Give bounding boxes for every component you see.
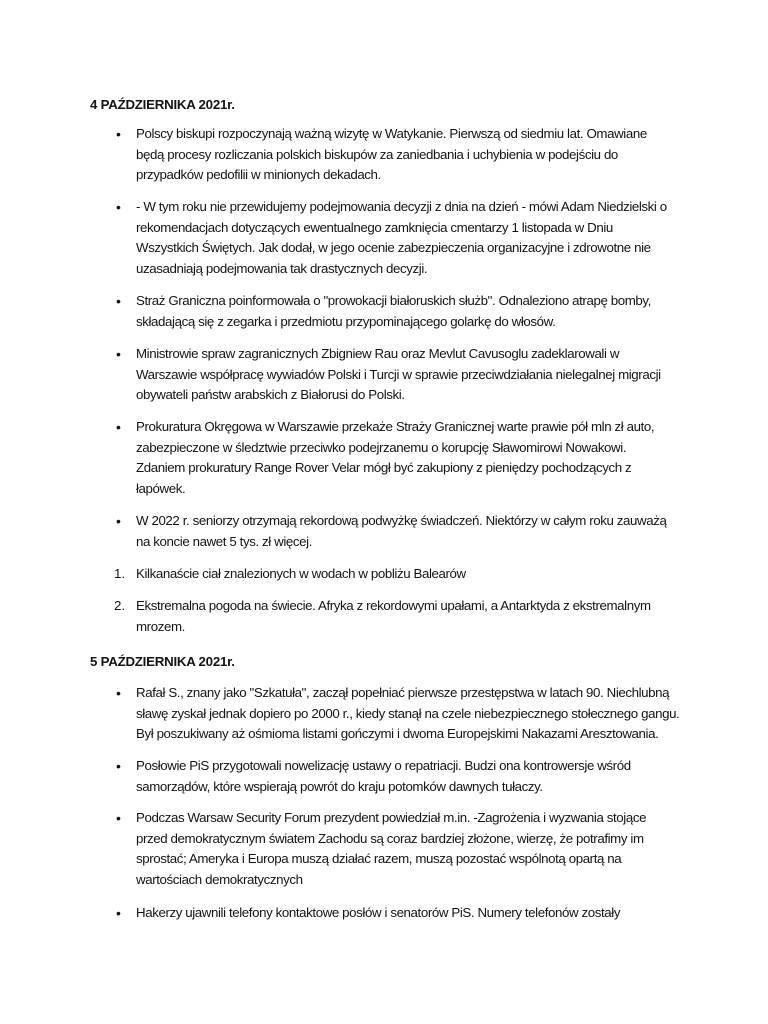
text-line: Wszystkich Świętych. Jak dodał, w jego ocenie zabezpieczenia organizacyjne i zdrowotne nie bbox=[136, 240, 651, 256]
text-line: samorządów, które wspierają powrót do kraju potomków dawnych tułaczy. bbox=[136, 778, 543, 794]
bullet-item bbox=[114, 124, 694, 186]
bullet-marker: • bbox=[116, 810, 121, 826]
numbered-item bbox=[114, 564, 694, 585]
text-line: Prokuratura Okręgowa w Warszawie przekaże Straży Granicznej warte prawie pół mln zł auto, bbox=[136, 419, 655, 434]
date-heading-1: 4 PAŹDZIERNIKA 2021r. bbox=[90, 97, 235, 112]
text-line: Straż Graniczna poinformowała o "prowokacji białoruskich służb". Odnaleziono atrapę bomby, bbox=[136, 293, 651, 308]
text-line: - W tym roku nie przewidujemy podejmowania decyzji z dnia na dzień - mówi Adam Niedzielski o bbox=[136, 199, 667, 214]
text-line: Hakerzy ujawnili telefony kontaktowe posłów i senatorów PiS. Numery telefonów zostały bbox=[136, 905, 621, 920]
bullet-item bbox=[114, 511, 694, 552]
bullet-item bbox=[114, 903, 694, 924]
bullet-marker: • bbox=[116, 419, 121, 435]
text-line: Zdaniem prokuratury Range Rover Velar mógł być zakupiony z pieniędzy pochodzących z bbox=[136, 460, 632, 476]
list-number: 1. bbox=[114, 566, 126, 581]
text-line: uzasadniają podejmowania tak drastycznych decyzji. bbox=[136, 261, 428, 277]
text-line: na koncie nawet 5 tys. zł więcej. bbox=[136, 533, 313, 549]
bullet-item bbox=[114, 683, 694, 745]
text-line: obywateli państw arabskich z Białorusi do Polski. bbox=[136, 387, 405, 403]
text-line: rekomendacjach dotyczących ewentualnego zamknięcia cmentarzy 1 listopada w Dniu bbox=[136, 219, 613, 235]
bullet-marker: • bbox=[116, 513, 121, 529]
text-line: mrozem. bbox=[136, 618, 185, 634]
text-line: sprostać; Ameryka i Europa muszą działać razem, muszą pozostać wspólnotą opartą na bbox=[136, 851, 622, 867]
text-line: Polscy biskupi rozpoczynają ważną wizytę w Watykanie. Pierwszą od siedmiu lat. Omawiane bbox=[136, 126, 647, 141]
bullet-marker: • bbox=[116, 905, 121, 921]
date-heading-2: 5 PAŹDZIERNIKA 2021r. bbox=[90, 654, 235, 669]
bullet-marker: • bbox=[116, 346, 121, 362]
text-line: Posłowie PiS przygotowali nowelizację ustawy o repatriacji. Budzi ona kontrowersje wśród bbox=[136, 758, 631, 773]
text-line: zabezpieczone w śledztwie przeciwko podejrzanemu o korupcję Sławomirowi Nowakowi. bbox=[136, 439, 627, 455]
text-line: przed demokratycznym światem Zachodu są coraz bardziej złożone, wierzę, że potrafimy im bbox=[136, 830, 644, 846]
text-line: przypadków pedofilii w minionych dekadach. bbox=[136, 167, 381, 183]
text-line: składającą się z zegarka i przedmiotu przypominającego golarkę do włosów. bbox=[136, 313, 556, 329]
text-line: Warszawie współpracę wywiadów Polski i Turcji w sprawie przeciwdziałania nielegalnej migracji bbox=[136, 366, 661, 382]
bullet-marker: • bbox=[116, 293, 121, 309]
text-line: Rafał S., znany jako "Szkatuła", zaczął popełniać pierwsze przestępstwa w latach 90. Niechlubną bbox=[136, 685, 670, 700]
list-number: 2. bbox=[114, 598, 126, 613]
bullet-marker: • bbox=[116, 199, 121, 215]
text-line: Kilkanaście ciał znalezionych w wodach w pobliżu Balearów bbox=[136, 566, 466, 581]
numbered-item bbox=[114, 596, 694, 637]
text-line: Podczas Warsaw Security Forum prezydent powiedział m.in. -Zagrożenia i wyzwania stojące bbox=[136, 810, 647, 825]
text-line: W 2022 r. seniorzy otrzymają rekordową podwyżkę świadczeń. Niektórzy w całym roku zauważą bbox=[136, 513, 667, 528]
bullet-marker: • bbox=[116, 126, 121, 142]
text-line: Ministrowie spraw zagranicznych Zbigniew Rau oraz Mevlut Cavusoglu zadeklarowali w bbox=[136, 346, 620, 361]
bullet-marker: • bbox=[116, 758, 121, 774]
bullet-item bbox=[114, 291, 694, 332]
text-line: będą procesy rozliczania polskich biskupów za zaniedbania i uchybienia w podejściu do bbox=[136, 146, 618, 162]
text-line: Był poszukiwany aż ośmioma listami gończymi i dwoma Europejskimi Nakazami Aresztowania. bbox=[136, 726, 659, 742]
text-line: wartościach demokratycznych bbox=[136, 872, 303, 888]
text-line: sławę zyskał jednak dopiero po 2000 r., kiedy stanął na czele niebezpiecznego stołecznego gangu. bbox=[136, 705, 680, 721]
text-line: Ekstremalna pogoda na świecie. Afryka z rekordowymi upałami, a Antarktyda z ekstremalnym bbox=[136, 598, 651, 613]
text-line: łapówek. bbox=[136, 481, 186, 497]
bullet-item bbox=[114, 808, 694, 891]
bullet-marker: • bbox=[116, 685, 121, 701]
bullet-item bbox=[114, 417, 694, 500]
bullet-item bbox=[114, 197, 694, 280]
bullet-item bbox=[114, 756, 694, 797]
bullet-item bbox=[114, 344, 694, 406]
